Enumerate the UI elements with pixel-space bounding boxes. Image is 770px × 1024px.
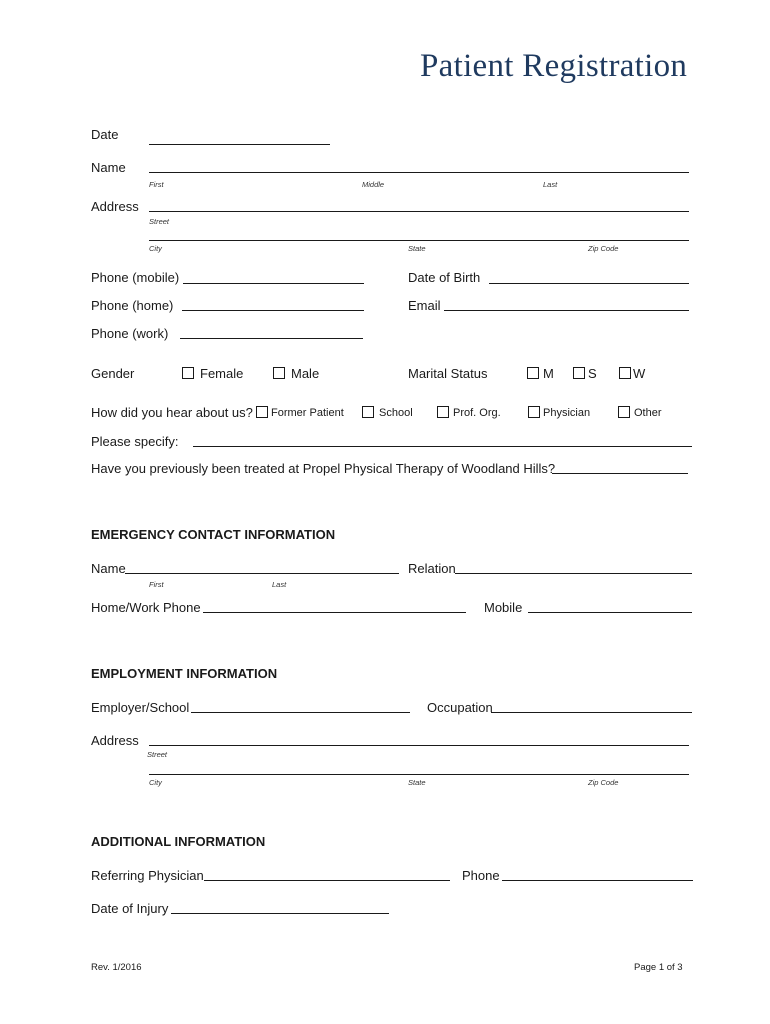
email-label: Email [408, 298, 441, 313]
address-city-field[interactable] [149, 240, 689, 241]
physician-phone-field[interactable] [502, 880, 693, 881]
referral-former-patient-label: Former Patient [271, 407, 344, 419]
zip-caption: Zip Code [588, 244, 619, 253]
employment-address-label: Address [91, 733, 139, 748]
employer-field[interactable] [191, 712, 410, 713]
marital-m-checkbox[interactable] [527, 367, 539, 379]
page-title: Patient Registration [420, 48, 688, 84]
phone-home-field[interactable] [182, 310, 364, 311]
employer-label: Employer/School [91, 700, 190, 715]
emergency-first-caption: First [149, 580, 164, 589]
phone-home-label: Phone (home) [91, 298, 174, 313]
relation-label: Relation [408, 561, 456, 576]
referral-prof-org-label: Prof. Org. [453, 407, 501, 419]
marital-w-checkbox[interactable] [619, 367, 631, 379]
emergency-mobile-label: Mobile [484, 600, 523, 615]
gender-male-label: Male [291, 366, 320, 381]
employment-street-caption: Street [147, 750, 168, 759]
referral-other-label: Other [634, 407, 662, 419]
marital-w-label: W [633, 366, 646, 381]
emergency-phone-field[interactable] [203, 612, 466, 613]
physician-phone-label: Phone [462, 868, 500, 883]
occupation-label: Occupation [427, 700, 493, 715]
address-label: Address [91, 199, 139, 214]
occupation-field[interactable] [491, 712, 692, 713]
referral-former-patient-checkbox[interactable] [256, 406, 268, 418]
city-caption: City [149, 244, 162, 253]
additional-heading: ADDITIONAL INFORMATION [91, 834, 266, 849]
address-street-field[interactable] [149, 211, 689, 212]
referring-physician-label: Referring Physician [91, 868, 204, 883]
previous-treatment-label: Have you previously been treated at Propel Physical Therapy of Woodland Hills? [91, 461, 556, 476]
referral-other-checkbox[interactable] [618, 406, 630, 418]
name-first-caption: First [149, 180, 164, 189]
emergency-heading: EMERGENCY CONTACT INFORMATION [91, 527, 336, 542]
emergency-phone-label: Home/Work Phone [91, 600, 201, 615]
injury-date-label: Date of Injury [91, 901, 169, 916]
revision-label: Rev. 1/2016 [91, 962, 142, 973]
dob-field[interactable] [489, 283, 689, 284]
email-field[interactable] [444, 310, 689, 311]
previous-treatment-field[interactable] [552, 473, 688, 474]
specify-field[interactable] [193, 446, 692, 447]
state-caption: State [408, 244, 426, 253]
marital-s-label: S [588, 366, 597, 381]
phone-work-field[interactable] [180, 338, 363, 339]
referral-prof-org-checkbox[interactable] [437, 406, 449, 418]
page-number: Page 1 of 3 [634, 962, 683, 973]
emergency-mobile-field[interactable] [528, 612, 692, 613]
marital-s-checkbox[interactable] [573, 367, 585, 379]
employment-city-caption: City [149, 778, 162, 787]
phone-mobile-field[interactable] [183, 283, 364, 284]
gender-label: Gender [91, 366, 135, 381]
name-last-caption: Last [543, 180, 558, 189]
referral-physician-checkbox[interactable] [528, 406, 540, 418]
marital-m-label: M [543, 366, 554, 381]
emergency-name-field[interactable] [125, 573, 399, 574]
employment-state-caption: State [408, 778, 426, 787]
emergency-name-label: Name [91, 561, 126, 576]
name-label: Name [91, 160, 126, 175]
relation-field[interactable] [455, 573, 692, 574]
injury-date-field[interactable] [171, 913, 389, 914]
specify-label: Please specify: [91, 434, 179, 449]
gender-female-label: Female [200, 366, 244, 381]
phone-mobile-label: Phone (mobile) [91, 270, 180, 285]
marital-status-label: Marital Status [408, 366, 488, 381]
name-field[interactable] [149, 172, 689, 173]
referral-label: How did you hear about us? [91, 405, 253, 420]
gender-male-checkbox[interactable] [273, 367, 285, 379]
referral-school-label: School [379, 407, 413, 419]
phone-work-label: Phone (work) [91, 326, 169, 341]
employment-city-field[interactable] [149, 774, 689, 775]
name-middle-caption: Middle [362, 180, 385, 189]
employment-heading: EMPLOYMENT INFORMATION [91, 666, 278, 681]
street-caption: Street [149, 217, 170, 226]
dob-label: Date of Birth [408, 270, 481, 285]
date-label: Date [91, 127, 119, 142]
gender-female-checkbox[interactable] [182, 367, 194, 379]
date-field[interactable] [149, 144, 330, 145]
referral-physician-label: Physician [543, 407, 591, 419]
referral-school-checkbox[interactable] [362, 406, 374, 418]
referring-physician-field[interactable] [204, 880, 450, 881]
employment-zip-caption: Zip Code [588, 778, 619, 787]
employment-street-field[interactable] [149, 745, 689, 746]
emergency-last-caption: Last [272, 580, 287, 589]
